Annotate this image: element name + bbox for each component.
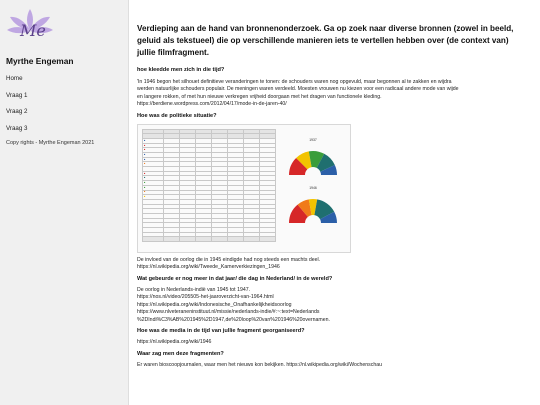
clothing-line: 'In 1946 begon het silhouet definitieve veranderingen te tonen: de schouders waren nog opgevuld, maar begonnen al te zakken en wijdra xyxy=(137,78,452,85)
events-line: De oorlog in Nederlands-indië van 1945 tot 1947. xyxy=(137,286,251,293)
sidebar-item-home[interactable]: Home xyxy=(6,75,23,82)
media-link[interactable]: https://nl.wikipedia.org/wiki/1946 xyxy=(137,339,212,346)
sidebar-item-vraag-1[interactable]: Vraag 1 xyxy=(6,91,28,99)
clothing-link[interactable]: https://berdiene.wordpress.com/2012/04/17/mode-in-de-jaren-40/ xyxy=(137,101,287,108)
lotus-logo-icon[interactable] xyxy=(6,6,54,44)
sidebar-item-vraag-3[interactable]: Vraag 3 xyxy=(6,124,28,132)
events-link[interactable]: %2DIndi%C3%AB%201945%2D1947,de%20loop%20van%201946%20overnamen. xyxy=(137,316,330,323)
main-content xyxy=(137,23,525,369)
site-title[interactable]: Myrthe Engeman xyxy=(6,56,74,66)
clothing-line: werden natuurlijke schouders populair. De meningen waren verdeeld. Moesten vrouwen nu kiezen voor een radicaal andere mode van wijde xyxy=(137,86,459,93)
hemicycle-1937 xyxy=(289,151,337,175)
hemicycle-charts xyxy=(280,131,346,247)
sidebar-item-vraag-2[interactable]: Vraag 2 xyxy=(6,108,28,115)
politics-link[interactable]: https://nl.wikipedia.org/wiki/Tweede_Kamerverkiezingen_1946 xyxy=(137,264,280,271)
hemicycle-1946 xyxy=(289,199,337,223)
hemicycle-1937-title: 1937 xyxy=(309,137,317,142)
question-politics: Hoe was de politieke situatie? xyxy=(137,112,217,119)
question-where-seen: Waar zag men deze fragmenten? xyxy=(137,350,224,357)
election-results-image xyxy=(137,124,351,253)
question-events: Wat gebeurde er nog meer in dat jaar/ die dag in Nederland/ in de wereld? xyxy=(137,275,333,282)
sidebar-nav xyxy=(6,75,27,141)
election-results-table: ■ ■ ■ ■ ■ ■ ■ ■ ■ ■ ■ ■ xyxy=(142,129,276,243)
politics-line: De invloed van de oorlog die in 1945 eindigde had nog steeds een machts deel. xyxy=(137,256,321,263)
events-link[interactable]: https://www.nlveteraneninstituut.nl/missie/nederlands-indie/#:~:text=Nederlands xyxy=(137,309,320,316)
question-clothing: hoe kleedde men zich in die tijd? xyxy=(137,66,225,73)
events-link[interactable]: https://nos.nl/video/205505-het-jaaroverzicht-van-1964.html xyxy=(137,294,274,301)
hemicycle-1946-title: 1946 xyxy=(309,185,317,190)
events-link[interactable]: https://nl.wikipedia.org/wiki/Indonesische_Onafhankelijkheidsoorlog xyxy=(137,301,292,308)
logo-text: Me xyxy=(20,21,46,40)
question-media: Hoe was de media in de tijd van jullie fragment georganiseerd? xyxy=(137,328,305,335)
where-seen-line[interactable]: Er waren bioscoopjournalen, waar men het nieuws kon bekijken. https://nl.wikipedia.org/wiki/Wochenschau xyxy=(137,361,383,368)
sidebar xyxy=(0,0,129,405)
copyright-text: Copy rights - Myrthe Engeman 2021 xyxy=(6,140,95,146)
page-heading: Verdieping aan de hand van bronnenonderzoek. Ga op zoek naar diverse bronnen (zowel in beeld, geluid als tekstueel) die op verschillende manieren iets te vertellen hebben over (de context van) jullie filmfragment. xyxy=(137,24,514,58)
clothing-line: en langere rokken, of met hun nieuwe verkregen vrijheid doorgaan met het dragen van functionele kleding. xyxy=(137,93,382,100)
